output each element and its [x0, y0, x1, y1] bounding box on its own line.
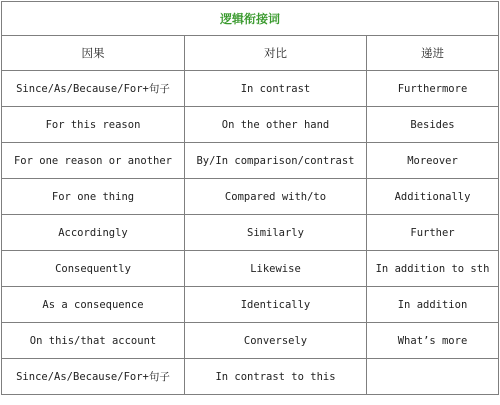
- table-row: [2, 287, 499, 323]
- connectives-table: [1, 1, 499, 395]
- title-row: [2, 2, 499, 36]
- cause-cell: For one thing: [2, 179, 185, 215]
- contrast-cell: Similarly: [185, 215, 367, 251]
- header-row: [2, 36, 499, 71]
- cause-cell: For one reason or another: [2, 143, 185, 179]
- header-cause: 因果: [2, 36, 185, 71]
- contrast-cell: On the other hand: [185, 107, 367, 143]
- contrast-cell: In contrast to this: [185, 359, 367, 395]
- progression-cell: [367, 359, 499, 395]
- cause-cell: Accordingly: [2, 215, 185, 251]
- cause-cell: On this/that account: [2, 323, 185, 359]
- table-row: [2, 107, 499, 143]
- table-row: [2, 143, 499, 179]
- table-title: 逻辑衔接词: [2, 2, 499, 36]
- cause-cell: As a consequence: [2, 287, 185, 323]
- cause-cell: Since/As/Because/For+句子: [2, 71, 185, 107]
- cause-cell: Since/As/Because/For+句子: [2, 359, 185, 395]
- progression-cell: Besides: [367, 107, 499, 143]
- table-row: [2, 251, 499, 287]
- contrast-cell: Identically: [185, 287, 367, 323]
- table-row: [2, 323, 499, 359]
- progression-cell: In addition: [367, 287, 499, 323]
- table-row: [2, 71, 499, 107]
- cause-cell: For this reason: [2, 107, 185, 143]
- table-row: [2, 179, 499, 215]
- progression-cell: Further: [367, 215, 499, 251]
- connectives-table-wrapper: [1, 1, 498, 404]
- progression-cell: Moreover: [367, 143, 499, 179]
- contrast-cell: By/In comparison/contrast: [185, 143, 367, 179]
- contrast-cell: Likewise: [185, 251, 367, 287]
- cause-cell: Consequently: [2, 251, 185, 287]
- header-contrast: 对比: [185, 36, 367, 71]
- contrast-cell: In contrast: [185, 71, 367, 107]
- progression-cell: Furthermore: [367, 71, 499, 107]
- header-progression: 递进: [367, 36, 499, 71]
- contrast-cell: Conversely: [185, 323, 367, 359]
- contrast-cell: Compared with/to: [185, 179, 367, 215]
- table-row: [2, 359, 499, 395]
- progression-cell: Additionally: [367, 179, 499, 215]
- progression-cell: What’s more: [367, 323, 499, 359]
- progression-cell: In addition to sth: [367, 251, 499, 287]
- table-row: [2, 215, 499, 251]
